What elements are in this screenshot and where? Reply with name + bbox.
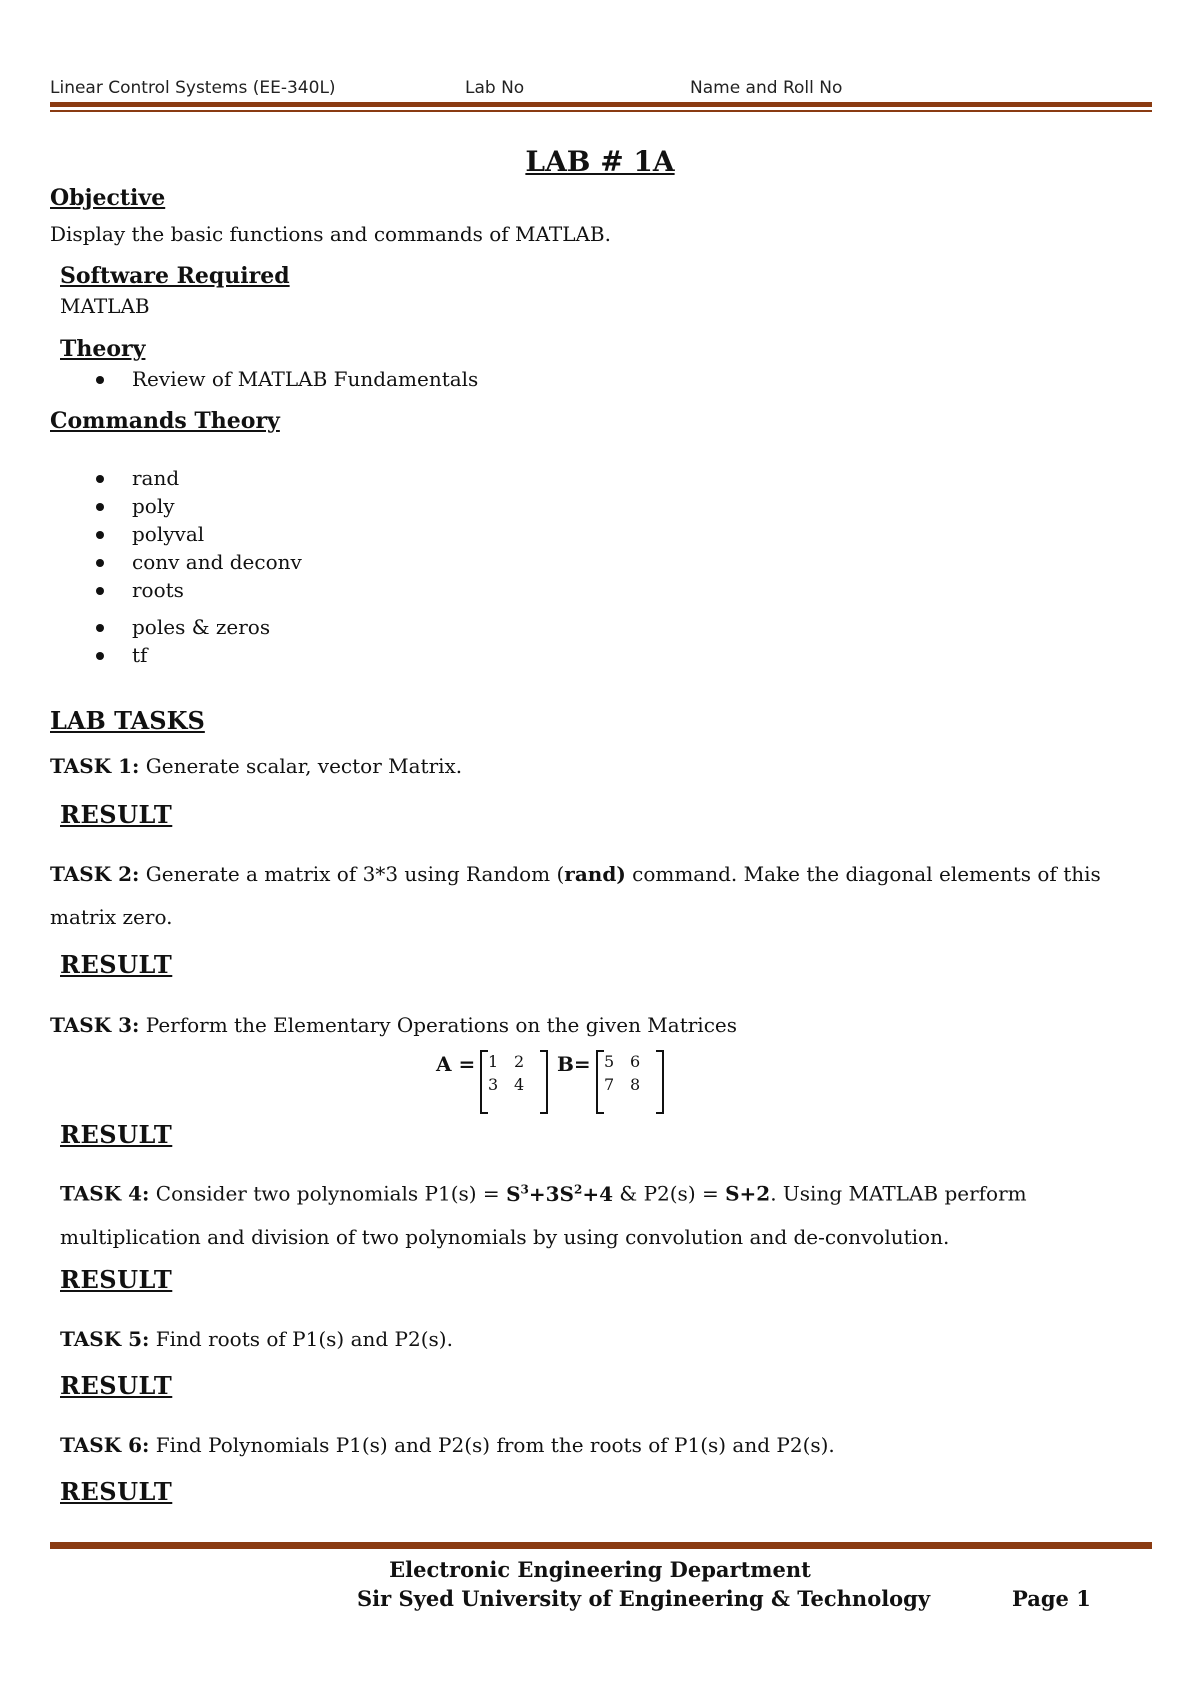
task-2: TASK 2: Generate a matrix of 3*3 using Random (rand) command. Make the diagonal elements of this matrix zero. [50,862,1101,929]
matrix-b-left-bracket [596,1050,604,1114]
result-label: RESULT [60,1371,173,1400]
task-5: TASK 5: Find roots of P1(s) and P2(s). [60,1327,453,1351]
header-rule-thin [50,110,1152,112]
result-label: RESULT [60,950,173,979]
matrix-a-label: A = [436,1052,476,1076]
matrix-b-right-bracket [656,1050,664,1114]
software-text: MATLAB [60,294,150,318]
bullet-icon [96,475,104,483]
header-course: Linear Control Systems (EE-340L) [50,78,336,98]
bullet-icon [96,559,104,567]
lab-tasks-heading: LAB TASKS [50,706,205,735]
matrix-a: 1 2 3 4 [488,1052,525,1094]
task-3: TASK 3: Perform the Elementary Operations on the given Matrices [50,1013,738,1037]
header-rule-thick [50,102,1152,107]
result-label: RESULT [60,1120,173,1149]
header-lab-no: Lab No [465,78,525,98]
theory-heading: Theory [60,336,146,362]
header-name-roll: Name and Roll No [690,78,843,98]
page-title: LAB # 1A [525,145,675,178]
bullet-icon [96,624,104,632]
task-1: TASK 1: Generate scalar, vector Matrix. [50,754,463,778]
task-4: TASK 4: Consider two polynomials $P1(s) = S^3+3S^2+4$ & P2(s) = S+2. Using MATLAB perform multiplication and division of two polynomials by using convolution and de-convolution. [60,1181,1027,1249]
software-heading: Software Required [60,263,290,289]
bullet-icon [96,587,104,595]
matrix-a-right-bracket [540,1050,548,1114]
objective-heading: Objective [50,185,166,211]
task-6: TASK 6: Find Polynomials P1(s) and P2(s) from the roots of P1(s) and P2(s). [60,1433,835,1457]
result-label: RESULT [60,1265,173,1294]
matrix-b: 5 6 7 8 [604,1052,641,1094]
matrix-b-label: B= [557,1052,591,1076]
bullet-icon [96,652,104,660]
result-label: RESULT [60,1477,173,1506]
bullet-icon [96,531,104,539]
commands-heading: Commands Theory [50,408,280,434]
bullet-icon [96,376,104,384]
footer-university: Sir Syed University of Engineering & Technology [357,1586,931,1611]
footer-rule [50,1542,1152,1549]
footer-department: Electronic Engineering Department [389,1557,811,1582]
bullet-icon [96,503,104,511]
result-label: RESULT [60,800,173,829]
objective-text: Display the basic functions and commands of MATLAB. [50,222,611,246]
matrix-a-left-bracket [480,1050,488,1114]
footer-page-number: Page 1 [1012,1586,1091,1611]
